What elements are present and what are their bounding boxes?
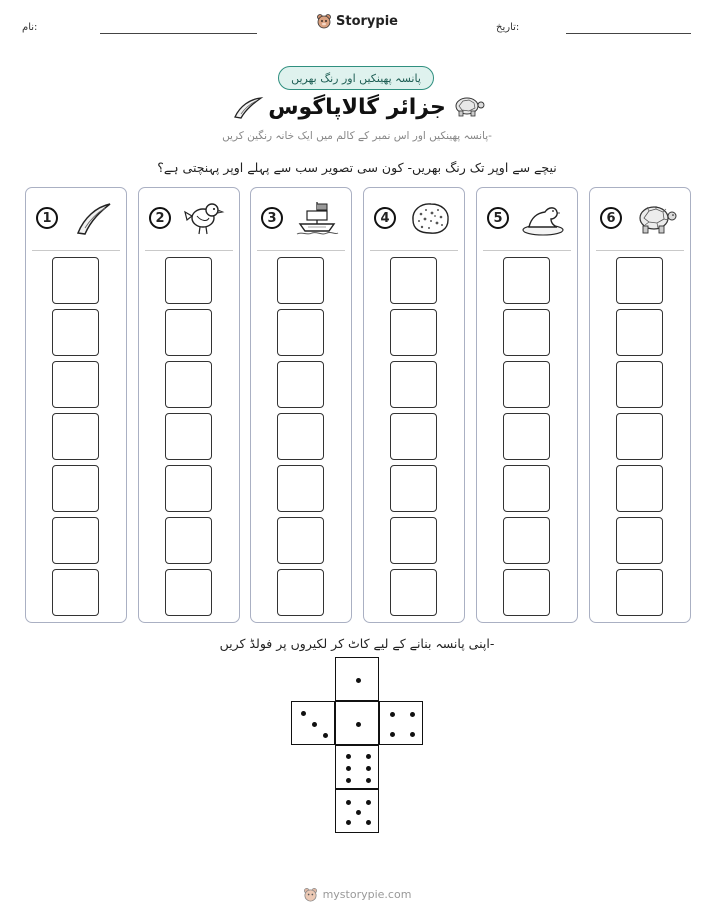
dice-pip <box>390 732 395 737</box>
dice-pip <box>356 810 361 815</box>
name-line <box>100 33 257 34</box>
color-box[interactable] <box>503 257 550 304</box>
dice-pip <box>346 800 351 805</box>
column-number: 4 <box>374 207 396 229</box>
dice-pip <box>346 766 351 771</box>
sea-lion-icon <box>521 200 565 236</box>
footer-url[interactable]: mystorypie.com <box>322 888 412 901</box>
color-box[interactable] <box>277 413 324 460</box>
color-box[interactable] <box>616 361 663 408</box>
color-box[interactable] <box>503 309 550 356</box>
column-divider <box>145 250 233 251</box>
color-box[interactable] <box>277 517 324 564</box>
brand-logo <box>0 13 714 29</box>
color-box[interactable] <box>616 465 663 512</box>
color-box[interactable] <box>390 413 437 460</box>
column-header <box>364 188 464 250</box>
color-box[interactable] <box>503 517 550 564</box>
column-header <box>477 188 577 250</box>
page-title: جزائر گالاپاگوس <box>268 95 446 120</box>
footer <box>0 887 714 902</box>
bear-logo-icon <box>303 887 318 902</box>
bird-icon <box>183 200 227 236</box>
color-box[interactable] <box>52 257 99 304</box>
color-box[interactable] <box>165 465 212 512</box>
dice-pip <box>301 711 306 716</box>
dice-pip <box>390 712 395 717</box>
rock-icon <box>408 200 452 236</box>
dice-face-left <box>291 701 335 745</box>
column-divider <box>596 250 684 251</box>
date-line <box>566 33 691 34</box>
color-box[interactable] <box>616 413 663 460</box>
color-box[interactable] <box>503 465 550 512</box>
dice-pip <box>356 722 361 727</box>
claw-icon <box>70 200 114 236</box>
dice-pip <box>366 766 371 771</box>
column-header <box>26 188 126 250</box>
column-number: 1 <box>36 207 58 229</box>
column-number: 5 <box>487 207 509 229</box>
dice-pip <box>312 722 317 727</box>
color-box[interactable] <box>52 309 99 356</box>
dice-pip <box>366 820 371 825</box>
color-box[interactable] <box>52 361 99 408</box>
color-box[interactable] <box>52 413 99 460</box>
column-header <box>139 188 239 250</box>
dice-face-lower <box>335 745 379 789</box>
dice-pip <box>366 778 371 783</box>
dice-pip <box>323 733 328 738</box>
column-divider <box>370 250 458 251</box>
race-column-5 <box>476 187 578 623</box>
column-divider <box>257 250 345 251</box>
color-box[interactable] <box>165 569 212 616</box>
color-box[interactable] <box>390 257 437 304</box>
dice-pip <box>346 754 351 759</box>
activity-badge <box>278 66 434 90</box>
dice-pip <box>410 712 415 717</box>
bear-logo-icon <box>316 13 332 29</box>
race-column-6 <box>589 187 691 623</box>
color-box[interactable] <box>390 569 437 616</box>
column-header <box>590 188 690 250</box>
color-box[interactable] <box>390 309 437 356</box>
race-question: نیچے سے اوپر تک رنگ بھریں- کون سی تصویر سب سے پہلے اوپر پہنچتی ہے؟ <box>157 160 557 175</box>
tortoise-icon <box>634 200 678 236</box>
color-box[interactable] <box>503 361 550 408</box>
color-box[interactable] <box>165 517 212 564</box>
dice-pip <box>366 800 371 805</box>
color-box[interactable] <box>616 517 663 564</box>
page-subtitle: پانسہ پھینکیں اور اس نمبر کے کالم میں ایک خانہ رنگین کریں- <box>222 130 492 142</box>
dice-face-top <box>335 657 379 701</box>
dice-pip <box>366 754 371 759</box>
color-box[interactable] <box>165 361 212 408</box>
color-box[interactable] <box>616 309 663 356</box>
color-box[interactable] <box>277 309 324 356</box>
dice-pip <box>356 678 361 683</box>
color-box[interactable] <box>52 465 99 512</box>
color-box[interactable] <box>390 361 437 408</box>
date-label: تاریخ: <box>496 22 520 33</box>
color-box[interactable] <box>52 569 99 616</box>
cut-instruction: اپنی پانسہ بنانے کے لیے کاٹ کر لکیروں پر فولڈ کریں- <box>219 636 495 651</box>
color-box[interactable] <box>277 465 324 512</box>
color-box[interactable] <box>503 569 550 616</box>
dice-pip <box>410 732 415 737</box>
color-box[interactable] <box>165 309 212 356</box>
race-column-2 <box>138 187 240 623</box>
dice-pip <box>346 778 351 783</box>
color-box[interactable] <box>390 517 437 564</box>
dice-face-bottom <box>335 789 379 833</box>
column-divider <box>483 250 571 251</box>
brand-name: Storypie <box>336 13 398 29</box>
color-box[interactable] <box>277 569 324 616</box>
color-box[interactable] <box>390 465 437 512</box>
column-divider <box>32 250 120 251</box>
race-column-1 <box>25 187 127 623</box>
claw-icon <box>232 96 264 120</box>
color-box[interactable] <box>616 569 663 616</box>
column-number: 3 <box>261 207 283 229</box>
color-box[interactable] <box>52 517 99 564</box>
dice-face-right <box>379 701 423 745</box>
race-column-4 <box>363 187 465 623</box>
dice-face-center <box>335 701 379 745</box>
column-number: 6 <box>600 207 622 229</box>
color-box[interactable] <box>165 257 212 304</box>
name-label: نام: <box>22 22 38 33</box>
color-box[interactable] <box>503 413 550 460</box>
color-box[interactable] <box>277 361 324 408</box>
color-box[interactable] <box>616 257 663 304</box>
color-box[interactable] <box>165 413 212 460</box>
dice-pip <box>346 820 351 825</box>
activity-badge-text: پانسہ پھینکیں اور رنگ بھریں <box>291 71 421 85</box>
ship-icon <box>295 200 339 236</box>
color-box[interactable] <box>277 257 324 304</box>
column-header <box>251 188 351 250</box>
race-column-3 <box>250 187 352 623</box>
column-number: 2 <box>149 207 171 229</box>
